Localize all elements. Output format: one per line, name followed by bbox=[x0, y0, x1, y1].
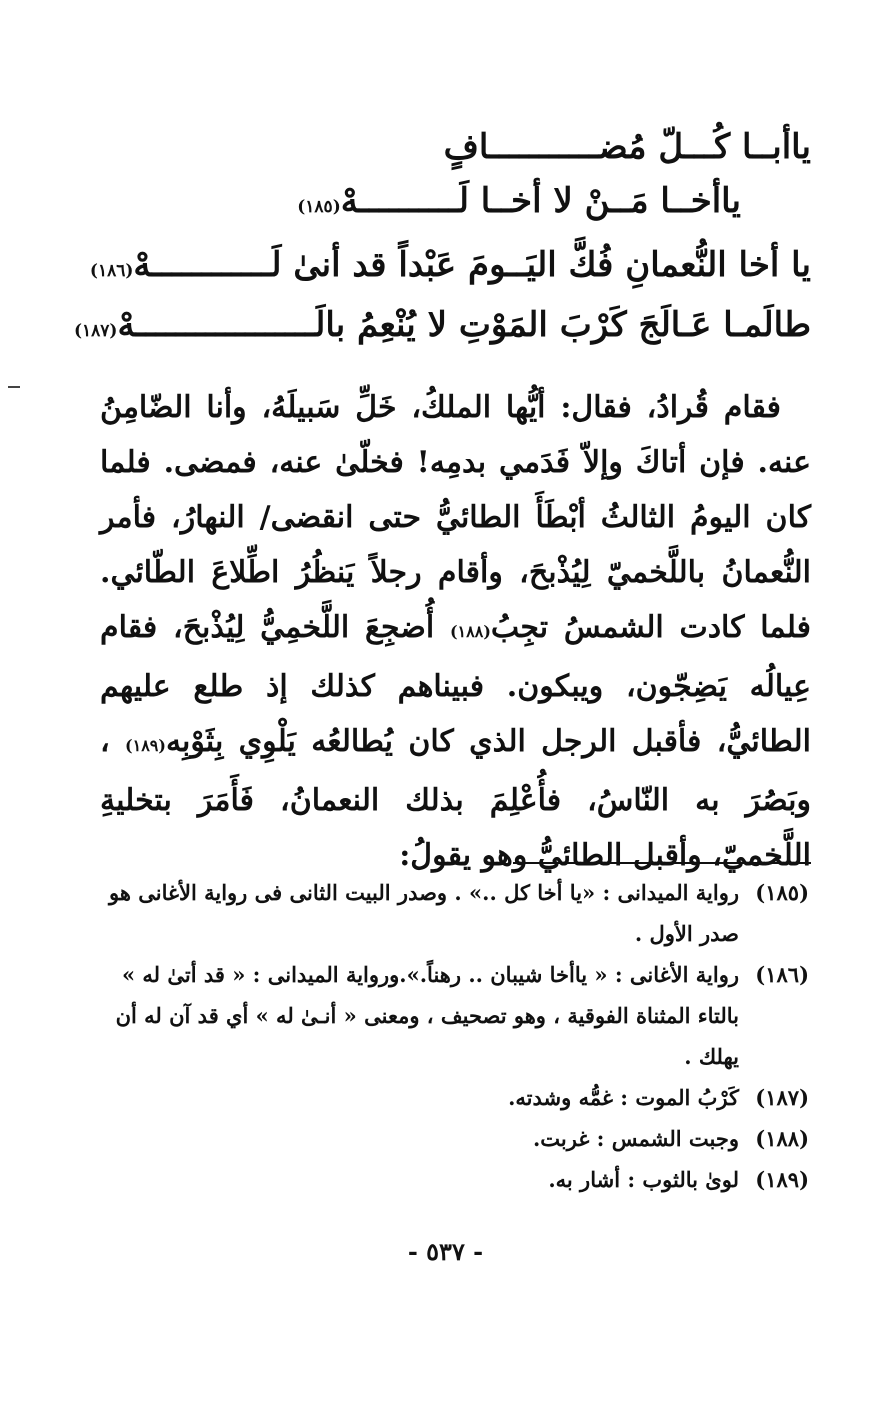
footnote-number: (١٨٨) bbox=[755, 1126, 809, 1151]
page-number: - ٥٣٧ - bbox=[407, 1237, 484, 1266]
verse-text: يا أخا النُّعمانِ فُكَّ اليَــومَ عَبْداً قد أنىٰ لَــــــــــــهْ bbox=[133, 245, 811, 285]
footnote-185 bbox=[100, 872, 809, 954]
verse-text: ياأبــا كُـــلّ مُضـــــــــــافٍ bbox=[443, 127, 811, 167]
margin-mark bbox=[8, 386, 20, 388]
verse-note-ref: (١٨٥) bbox=[297, 197, 341, 217]
prose-part-2: أُضجِعَ اللَّخمِيُّ لِيُذْبحَ، فقام عِيالُه يَضِجّون، ويبكون. فبيناهم كذلك إذ طلع عليهم الطائيُّ، فأقبل الرجل الذي كان يُطالعُه يَلْوِي بِثَوْبِه bbox=[100, 610, 811, 759]
prose-part-3: ، وبَصُرَ به النّاسُ، فأُعْلِمَ بذلك النعمانُ، فَأَمَرَ بتخليةِ اللَّخميّ، وأقبل الطائيُّ وهو يقولُ: bbox=[100, 724, 811, 873]
verse-note-ref: (١٨٧) bbox=[73, 321, 118, 341]
verse-line-3 bbox=[89, 245, 811, 285]
footnote-text: رواية الأغانى : « ياأخا شيبان .. رهناً.».ورواية الميدانى : « قد أتىٰ له » بالتاء المثناة الفوقية ، وهو تصحيف ، ومعنى « أنـىٰ له » أي قد آن له أن يهلك . bbox=[115, 962, 739, 1069]
footnotes bbox=[100, 872, 809, 1200]
verse-line-1 bbox=[100, 127, 811, 167]
footnote-number: (١٨٥) bbox=[755, 880, 809, 905]
verse-text: ياأخــا مَــنْ لا أخــا لَــــــــــهْ bbox=[340, 181, 741, 221]
footnote-divider bbox=[513, 862, 811, 864]
verse-line-2 bbox=[100, 181, 741, 221]
prose-part-1: فقام قُرادُ، فقال: أيُّها الملكُ، خَلِّ سَبيلَهُ، وأنا الضّامِنُ عنه. فإن أتاكَ وإلاّ فَدَمي بدمِه! فخلّىٰ عنه، فمضى. فلما كان اليومُ الثالثُ أبْطَأَ الطائيُّ حتى انقضى/ النهارُ، فأمر النُّعمانُ باللَّخميّ لِيُذْبحَ، وأقام رجلاً يَنظُرُ اطِّلاعَ الطّائي. فلما كادت الشمسُ تجِبُ bbox=[100, 390, 812, 645]
footnote-187 bbox=[100, 1077, 809, 1118]
prose-paragraph bbox=[100, 380, 811, 883]
footnote-text: وجبت الشمس : غربت. bbox=[533, 1126, 739, 1151]
footnote-186 bbox=[100, 954, 809, 1077]
verse-note-ref: (١٨٦) bbox=[89, 261, 134, 281]
footnote-number: (١٨٧) bbox=[755, 1085, 809, 1110]
footnote-ref-189: (١٨٩) bbox=[125, 736, 166, 755]
footnote-188 bbox=[100, 1118, 809, 1159]
footnote-ref-188: (١٨٨) bbox=[449, 622, 491, 641]
footnote-text: كَرْبُ الموت : غمُّه وشدته. bbox=[508, 1085, 739, 1110]
footnote-text: لوىٰ بالثوب : أشار به. bbox=[548, 1167, 739, 1192]
footnote-number: (١٨٩) bbox=[755, 1167, 809, 1192]
verse-text: طالَمـا عَـالَجَ كَرْبَ المَوْتِ لا يُنْعِمُ بالَــــــــــــــــــهْ bbox=[117, 305, 811, 345]
footnote-number: (١٨٦) bbox=[755, 962, 809, 987]
footnote-189 bbox=[100, 1159, 809, 1200]
footnote-text: رواية الميدانى : «يا أخا كل ..» . وصدر البيت الثانى فى رواية الأغانى هو صدر الأول . bbox=[109, 880, 739, 946]
verse-line-4 bbox=[73, 305, 811, 345]
